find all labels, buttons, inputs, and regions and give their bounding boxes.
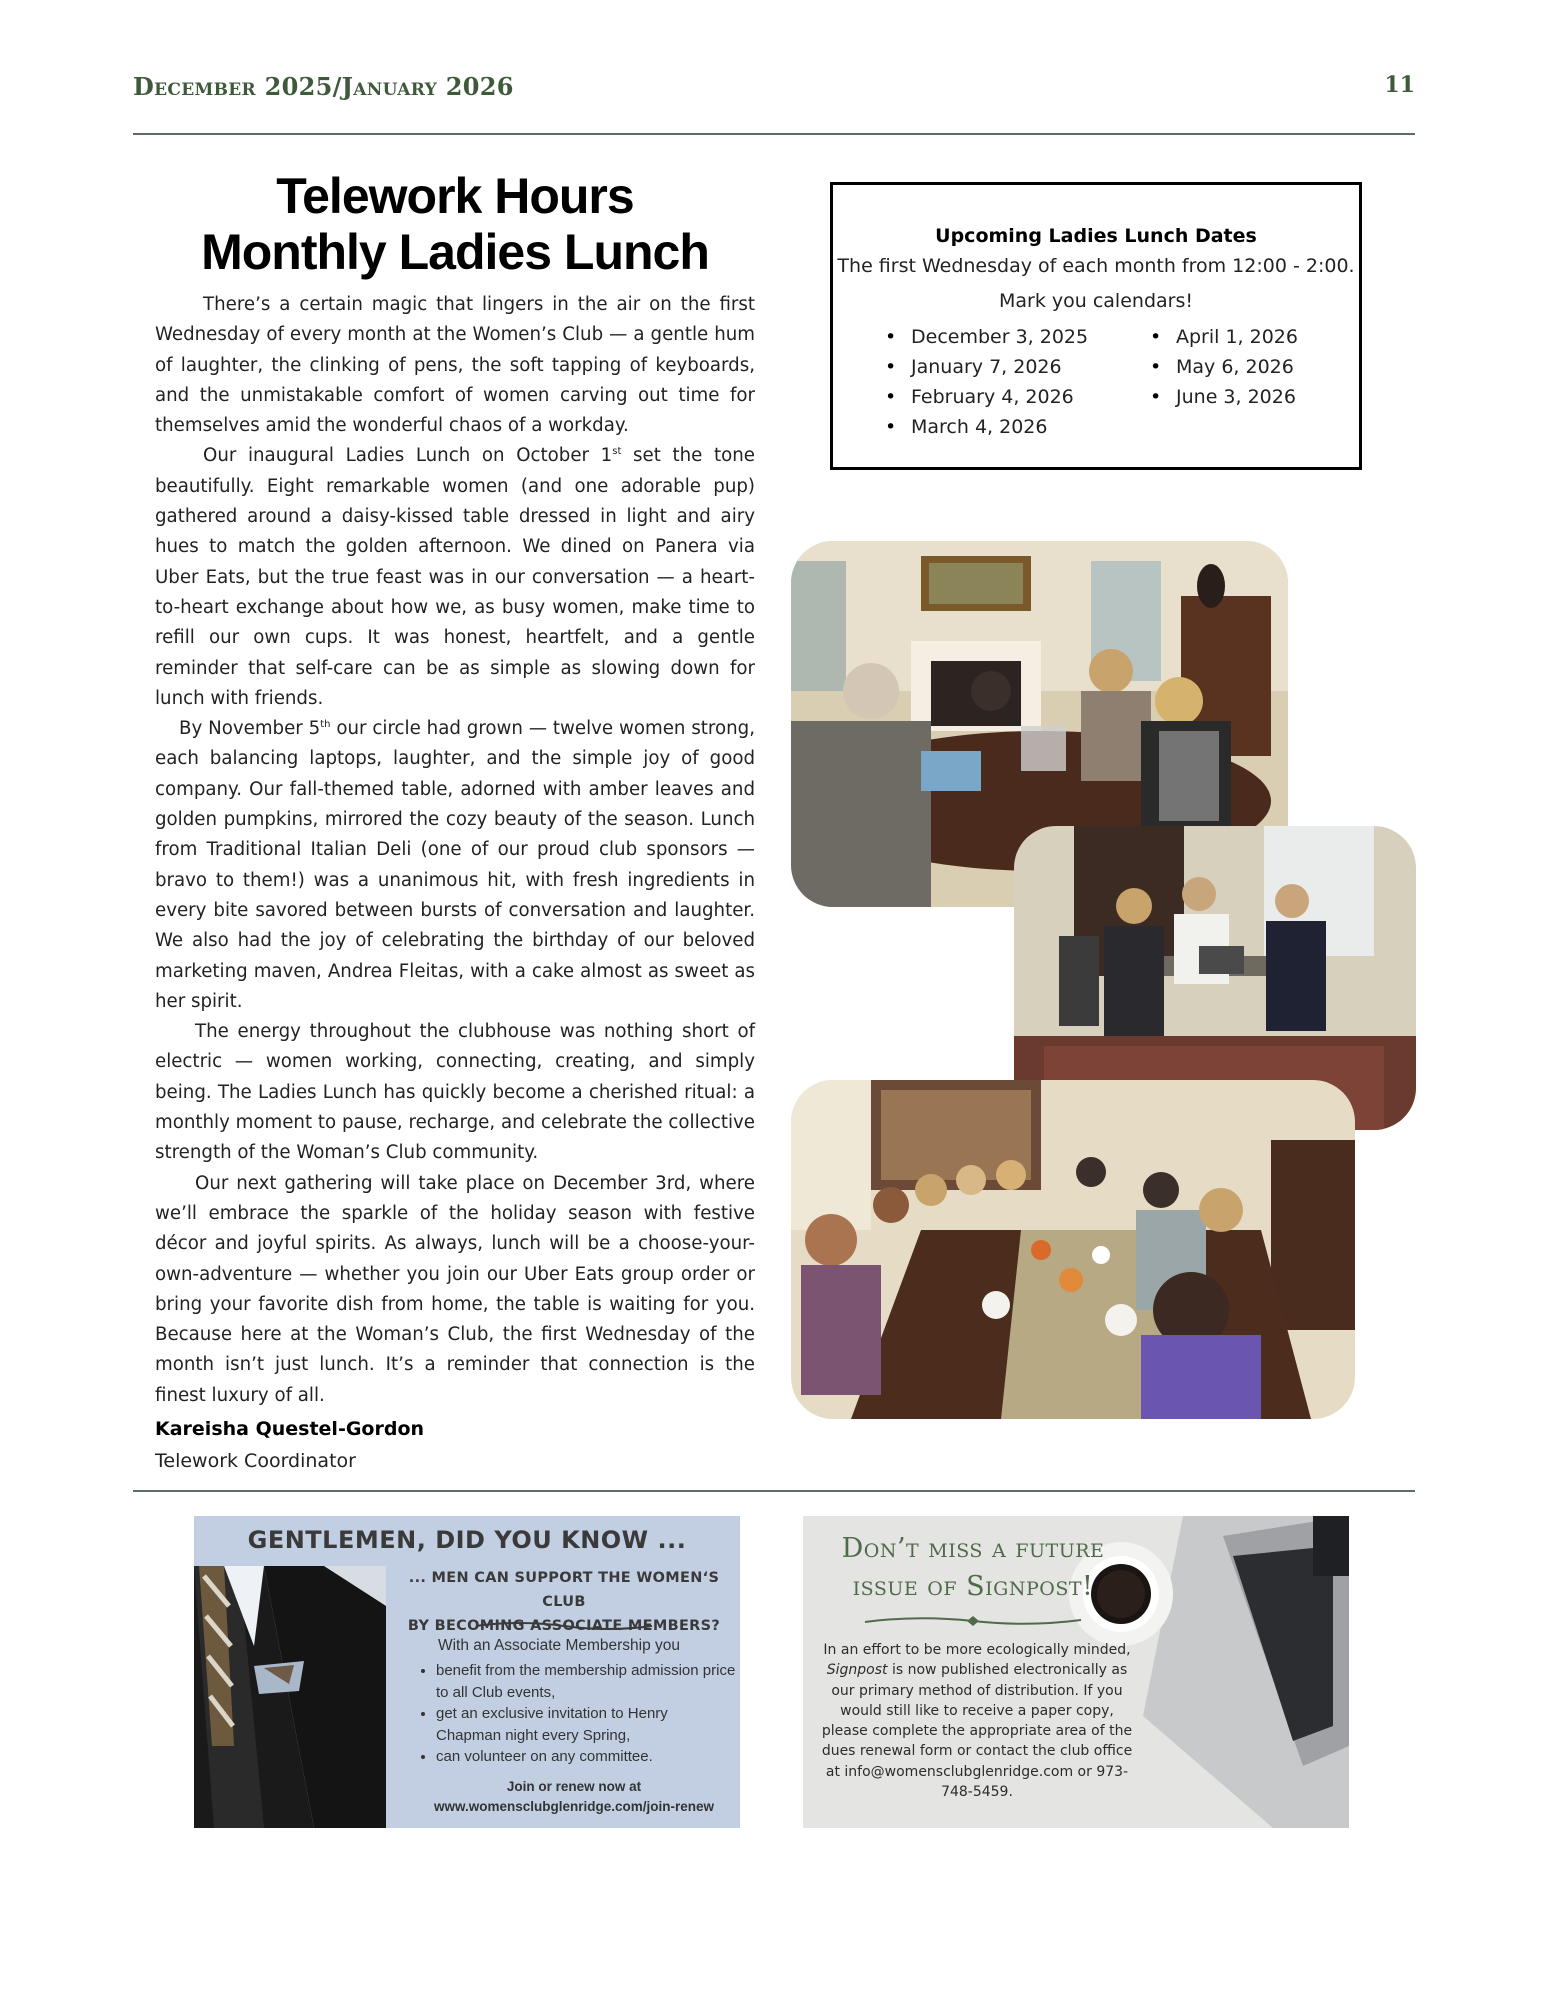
date-item: • March 4, 2026 bbox=[885, 412, 1088, 442]
signpost-title: Signpost bbox=[826, 1662, 888, 1679]
benefits-list bbox=[422, 1660, 736, 1768]
dates-column-2 bbox=[1150, 322, 1298, 412]
cta-line-1: Join or renew now at bbox=[506, 1779, 642, 1794]
paragraph-3-text-a: By November 5 bbox=[179, 718, 321, 740]
signpost-headline-line-1: Don’t miss a future bbox=[841, 1533, 1105, 1564]
date-item: • February 4, 2026 bbox=[885, 382, 1088, 412]
join-cta bbox=[414, 1777, 734, 1817]
paragraph-1: There’s a certain magic that lingers in the air on the first Wednesday of every month at the Women’s Club — a gentle hum of laughter, the clinking of pens, the soft tapping of keyboards, and the unmistakable comfort of women carving out time for themselves amid the wonderful chaos of a workday. bbox=[155, 294, 755, 437]
signpost-body-b: is now published electronically as our primary method of distribution. If you would still like to receive a paper copy, please complete the appropriate area of the dues renewal form or contact the club office at info@womensclubglenridge.com or 973-748-5459. bbox=[821, 1662, 1133, 1801]
paragraph-2 bbox=[155, 441, 755, 714]
ad-subheadline-line-2: BY BECOMING ASSOCIATE MEMBERS? bbox=[407, 1618, 721, 1634]
paragraph-2-text-b: set the tone beautifully. Eight remarkable women (and one adorable pup) gathered around a daisy-kissed table dressed in light and airy hues to match the golden afternoon. We dined on Panera via Uber Eats, but the true feast was in our conversation — a heart-to-heart exchange about how we, as busy women, make time to refill our own cups. It was honest, heartfelt, and a gentle reminder that self-care can be as simple as slowing down for lunch with friends. bbox=[155, 445, 755, 709]
lunch-photo-3 bbox=[791, 1080, 1355, 1419]
paragraph-5: Our next gathering will take place on December 3rd, where we’ll embrace the sparkle of the holiday season with festive décor and joyful spirits. As always, lunch will be a choose-your-own-adventure — whether you join our Uber Eats group order or bring your favorite dish from home, the table is waiting for you. Because here at the Woman’s Club, the first Wednesday of the month isn’t just lunch. It’s a reminder that connection is the finest luxury of all. bbox=[155, 1172, 755, 1406]
page-number: 11 bbox=[1384, 72, 1415, 98]
ad-lead: With an Associate Membership you bbox=[437, 1637, 681, 1654]
title-line-2: Monthly Ladies Lunch bbox=[201, 224, 709, 280]
signpost-headline bbox=[803, 1530, 1143, 1606]
date-item: • December 3, 2025 bbox=[885, 322, 1088, 352]
signpost-headline-line-2: issue of Signpost! bbox=[852, 1571, 1094, 1602]
author-name: Kareisha Questel-Gordon bbox=[155, 1418, 425, 1440]
flourish-divider-icon bbox=[863, 1614, 1083, 1628]
article-body bbox=[155, 290, 755, 1411]
title-line-1: Telework Hours bbox=[276, 168, 634, 224]
ad-subheadline-line-1: ... MEN CAN SUPPORT THE WOMEN‘S CLUB bbox=[408, 1570, 720, 1610]
flourish-divider-icon bbox=[474, 1618, 654, 1634]
section-divider bbox=[133, 1490, 1415, 1492]
benefit-item: • can volunteer on any committee. bbox=[436, 1746, 736, 1768]
lunch-dates-box bbox=[830, 182, 1362, 470]
issue-date: December 2025/January 2026 bbox=[133, 72, 514, 101]
signpost-body bbox=[817, 1640, 1137, 1802]
signpost-body-a: In an effort to be more ecologically minded, bbox=[823, 1642, 1131, 1658]
lunch-dates-title: Upcoming Ladies Lunch Dates bbox=[935, 225, 1257, 247]
date-item: • January 7, 2026 bbox=[885, 352, 1088, 382]
benefit-item: • benefit from the membership admission price to all Club events, bbox=[436, 1660, 736, 1703]
paragraph-4: The energy throughout the clubhouse was nothing short of electric — women working, connecting, creating, and simply being. The Ladies Lunch has quickly become a cherished ritual: a monthly moment to pause, recharge, and celebrate the collective strength of the Woman’s Club community. bbox=[155, 1021, 755, 1164]
join-renew-link[interactable]: www.womensclubglenridge.com/join-renew bbox=[433, 1799, 715, 1814]
signpost-ad bbox=[803, 1516, 1349, 1828]
date-item: • May 6, 2026 bbox=[1150, 352, 1298, 382]
lunch-dates-schedule: The first Wednesday of each month from 12:00 - 2:00. bbox=[837, 255, 1355, 277]
header-divider bbox=[133, 133, 1415, 135]
paragraph-3-text-b: our circle had grown — twelve women strong, each balancing laptops, laughter, and the simple joy of good company. Our fall-themed table, adorned with amber leaves and golden pumpkins, mirrored the cozy beauty of the season. Lunch from Traditional Italian Deli (one of our proud club sponsors — bravo to them!) was a unanimous hit, with fresh ingredients in every bite savored between bursts of conversation and laughter. We also had the joy of celebrating the birthday of our beloved marketing maven, Andrea Fleitas, with a cake almost as sweet as her spirit. bbox=[155, 718, 755, 1012]
ordinal-suffix: st bbox=[612, 446, 622, 458]
date-item: • April 1, 2026 bbox=[1150, 322, 1298, 352]
lunch-dates-reminder: Mark you calendars! bbox=[999, 290, 1193, 312]
date-item: • June 3, 2026 bbox=[1150, 382, 1298, 412]
paragraph-2-text-a: Our inaugural Ladies Lunch on October 1 bbox=[203, 445, 613, 467]
benefit-item: • get an exclusive invitation to Henry Chapman night every Spring, bbox=[436, 1703, 736, 1746]
suit-jacket-icon bbox=[194, 1566, 386, 1828]
ad-headline: GENTLEMEN, DID YOU KNOW ... bbox=[247, 1526, 687, 1554]
associate-membership-ad bbox=[194, 1516, 740, 1828]
paragraph-3 bbox=[155, 714, 755, 1017]
ordinal-suffix: th bbox=[320, 719, 331, 731]
author-role: Telework Coordinator bbox=[155, 1450, 356, 1472]
dates-column-1 bbox=[885, 322, 1088, 442]
article-title bbox=[150, 168, 760, 280]
